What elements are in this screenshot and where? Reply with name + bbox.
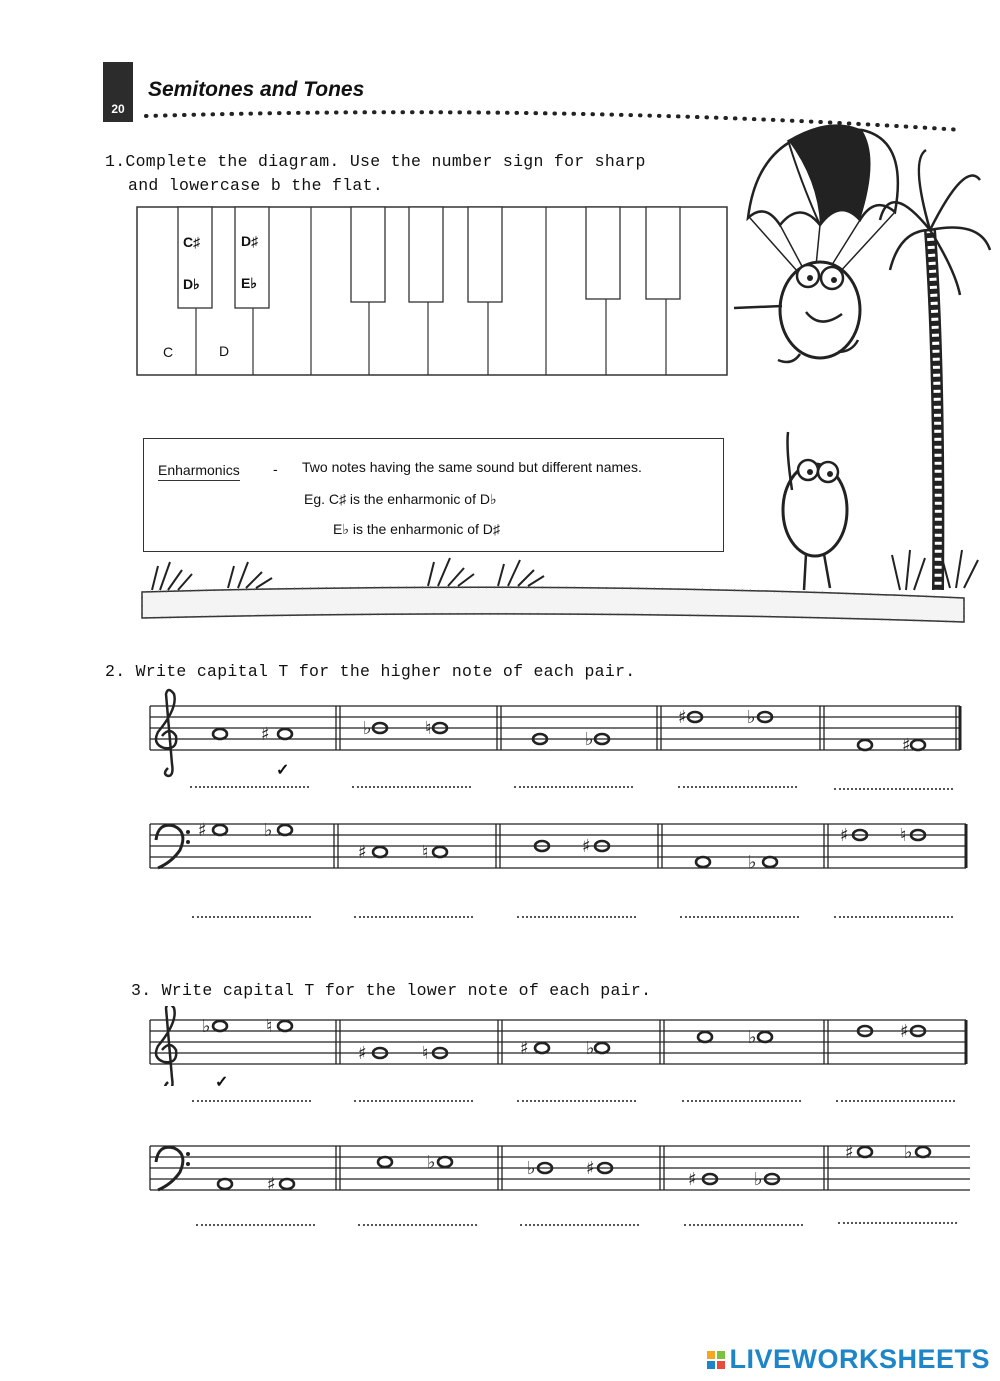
q2-instruction: 2. Write capital T for the higher note of each pair. (105, 662, 636, 681)
q3-treble-answer-5[interactable] (836, 1082, 955, 1102)
black-key-outline (409, 207, 443, 302)
flat-icon: ♭ (747, 707, 756, 728)
sharp-icon: ♯ (520, 1038, 529, 1059)
key-label-d-sharp: D♯ (241, 233, 259, 249)
sharp-icon: ♯ (900, 1021, 909, 1042)
natural-icon: ♮ (900, 825, 907, 846)
q2-bass-answer-3[interactable] (517, 898, 636, 918)
q3-bass-answer-4[interactable] (684, 1206, 803, 1226)
flat-icon: ♭ (527, 1158, 536, 1179)
enharmonics-example-2: E♭ is the enharmonic of D♯ (333, 521, 500, 537)
flat-icon: ♭ (585, 729, 594, 750)
black-key-outline (351, 207, 385, 302)
natural-icon: ♮ (266, 1016, 273, 1037)
q2-treble-answer-3[interactable] (514, 768, 633, 788)
q3-treble-answer-4[interactable] (682, 1082, 801, 1102)
q2-treble-answer-2[interactable] (352, 768, 471, 788)
q1-instruction-line1: 1.Complete the diagram. Use the number sign for sharp (105, 152, 646, 171)
flat-icon: ♭ (748, 1027, 757, 1048)
q2-treble-answer-1[interactable] (190, 768, 309, 788)
q2-bass-answer-2[interactable] (354, 898, 473, 918)
flat-icon: ♭ (754, 1169, 763, 1190)
sharp-icon: ♯ (267, 1174, 276, 1195)
q2-bass-answer-1[interactable] (192, 898, 311, 918)
q2-example-tick: ✓ (276, 762, 290, 779)
sharp-icon: ♯ (688, 1169, 697, 1190)
black-key-outline (468, 207, 502, 302)
enharmonics-example-1: Eg. C♯ is the enharmonic of D♭ (304, 491, 497, 507)
key-label-d-flat: D♭ (183, 276, 200, 292)
q2-bass-answer-4[interactable] (680, 898, 799, 918)
page-title: Semitones and Tones (148, 78, 365, 101)
flat-icon: ♭ (748, 852, 757, 873)
flat-icon: ♭ (202, 1016, 211, 1037)
key-label-d: D (219, 343, 230, 359)
q3-instruction: 3. Write capital T for the lower note of each pair. (131, 981, 652, 1000)
q2-treble-answer-5[interactable] (834, 770, 953, 790)
sharp-icon: ♯ (840, 825, 849, 846)
sharp-icon: ♯ (358, 842, 367, 863)
sharp-icon: ♯ (845, 1142, 854, 1163)
flat-icon: ♭ (586, 1038, 595, 1059)
q1-instruction-line2: and lowercase b the flat. (128, 176, 384, 195)
q2-bass-answer-5[interactable] (834, 898, 953, 918)
q3-treble-answer-1[interactable] (192, 1082, 311, 1102)
q3-bass-answer-1[interactable] (196, 1206, 315, 1226)
treble-clef-icon (156, 690, 176, 776)
key-label-c-sharp: C♯ (183, 234, 201, 250)
flat-icon: ♭ (363, 718, 372, 739)
sharp-icon: ♯ (198, 820, 207, 841)
q3-treble-answer-3[interactable] (517, 1082, 636, 1102)
key-label-e-flat: E♭ (241, 275, 257, 291)
key-label-c: C (163, 344, 174, 360)
sharp-icon: ♯ (358, 1043, 367, 1064)
q2-bass-staff (140, 812, 970, 892)
flat-icon: ♭ (904, 1142, 913, 1163)
liveworksheets-logo (707, 1344, 990, 1375)
sharp-icon: ♯ (678, 707, 687, 728)
natural-icon: ♮ (422, 1043, 429, 1064)
q3-treble-staff (140, 1006, 970, 1086)
q2-treble-staff (140, 688, 970, 778)
q3-bass-answer-2[interactable] (358, 1206, 477, 1226)
treble-clef-icon (156, 1006, 176, 1086)
sharp-icon: ♯ (902, 735, 911, 756)
ground-illustration (138, 552, 968, 632)
q2-treble-answer-4[interactable] (678, 768, 797, 788)
q3-example-tick: ✓ (215, 1074, 229, 1091)
enharmonics-definition: Two notes having the same sound but different names. (302, 459, 642, 475)
sharp-icon: ♯ (582, 836, 591, 857)
flat-icon: ♭ (427, 1152, 436, 1173)
black-key-outline (646, 207, 680, 299)
page-number: 20 (111, 102, 125, 116)
q3-bass-staff (140, 1134, 970, 1214)
liveworksheets-logo-icon (707, 1351, 725, 1369)
enharmonics-term: Enharmonics (158, 462, 240, 481)
flat-icon: ♭ (264, 820, 273, 841)
q3-bass-answer-5[interactable] (838, 1204, 957, 1224)
black-key-outline (235, 207, 269, 308)
natural-icon: ♮ (422, 842, 429, 863)
brand-name: LIVEWORKSHEETS (729, 1344, 990, 1374)
enharmonics-dash: - (273, 461, 278, 477)
black-key-outline (586, 207, 620, 299)
q3-treble-answer-2[interactable] (354, 1082, 473, 1102)
q3-bass-answer-3[interactable] (520, 1206, 639, 1226)
natural-icon: ♮ (425, 718, 432, 739)
sharp-icon: ♯ (261, 724, 270, 745)
sharp-icon: ♯ (586, 1158, 595, 1179)
